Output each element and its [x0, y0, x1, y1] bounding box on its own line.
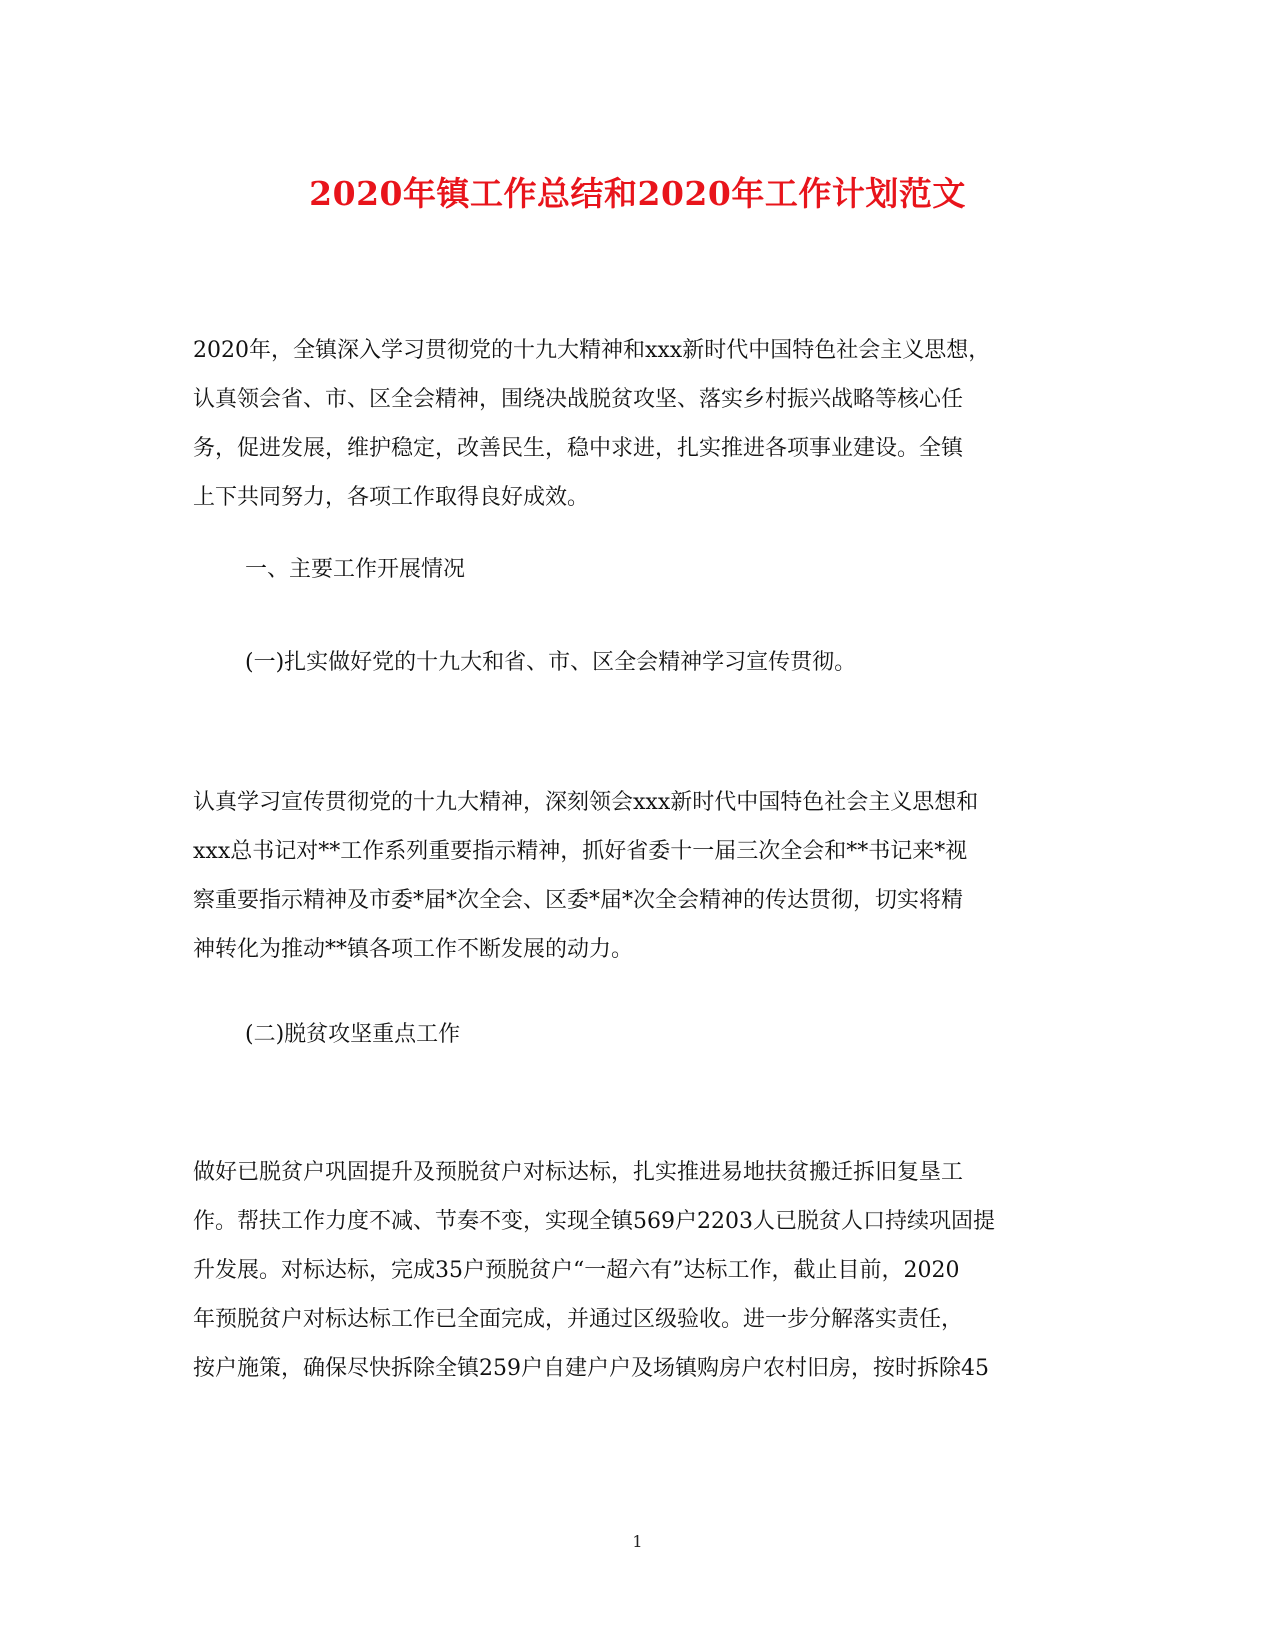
paragraph-line: xxx总书记对**工作系列重要指示精神，抓好省委十一届三次全会和**书记来*视: [193, 839, 968, 864]
subsection-heading: (一)扎实做好党的十九大和省、市、区全会精神学习宣传贯彻。: [245, 650, 857, 675]
section-heading: 一、主要工作开展情况: [245, 557, 466, 582]
paragraph-line: 升发展。对标达标，完成35户预脱贫户“一超六有”达标工作，截止目前，2020: [193, 1258, 960, 1283]
poverty-paragraph: [193, 1148, 1081, 1393]
paragraph-line: 做好已脱贫户巩固提升及预脱贫户对标达标，扎实推进易地扶贫搬迁拆旧复垦工: [193, 1160, 964, 1185]
paragraph-line: 作。帮扶工作力度不减、节奏不变，实现全镇569户2203人已脱贫人口持续巩固提: [193, 1209, 995, 1234]
paragraph-line: 上下共同努力，各项工作取得良好成效。: [193, 485, 590, 510]
paragraph-line: 2020年，全镇深入学习贯彻党的十九大精神和xxx新时代中国特色社会主义思想，: [193, 338, 991, 363]
paragraph-line: 务，促进发展，维护稳定，改善民生，稳中求进，扎实推进各项事业建设。全镇: [193, 436, 964, 461]
paragraph-line: 察重要指示精神及市委*届*次全会、区委*届*次全会精神的传达贯彻，切实将精: [193, 888, 964, 913]
paragraph-line: 认真学习宣传贯彻党的十九大精神，深刻领会xxx新时代中国特色社会主义思想和: [193, 790, 979, 815]
document-title: 2020年镇工作总结和2020年工作计划范文: [309, 174, 966, 213]
page-number: 1: [632, 1532, 643, 1551]
paragraph-line: 年预脱贫户对标达标工作已全面完成，并通过区级验收。进一步分解落实责任，: [193, 1307, 964, 1332]
paragraph-line: 按户施策，确保尽快拆除全镇259户自建户户及场镇购房户农村旧房，按时拆除45: [193, 1356, 989, 1381]
paragraph-line: 认真领会省、市、区全会精神，围绕决战脱贫攻坚、落实乡村振兴战略等核心任: [193, 387, 964, 412]
subsection-heading: (二)脱贫攻坚重点工作: [245, 1022, 461, 1047]
study-paragraph: [193, 778, 1081, 974]
intro-paragraph: [193, 326, 1081, 522]
paragraph-line: 神转化为推动**镇各项工作不断发展的动力。: [193, 937, 634, 962]
